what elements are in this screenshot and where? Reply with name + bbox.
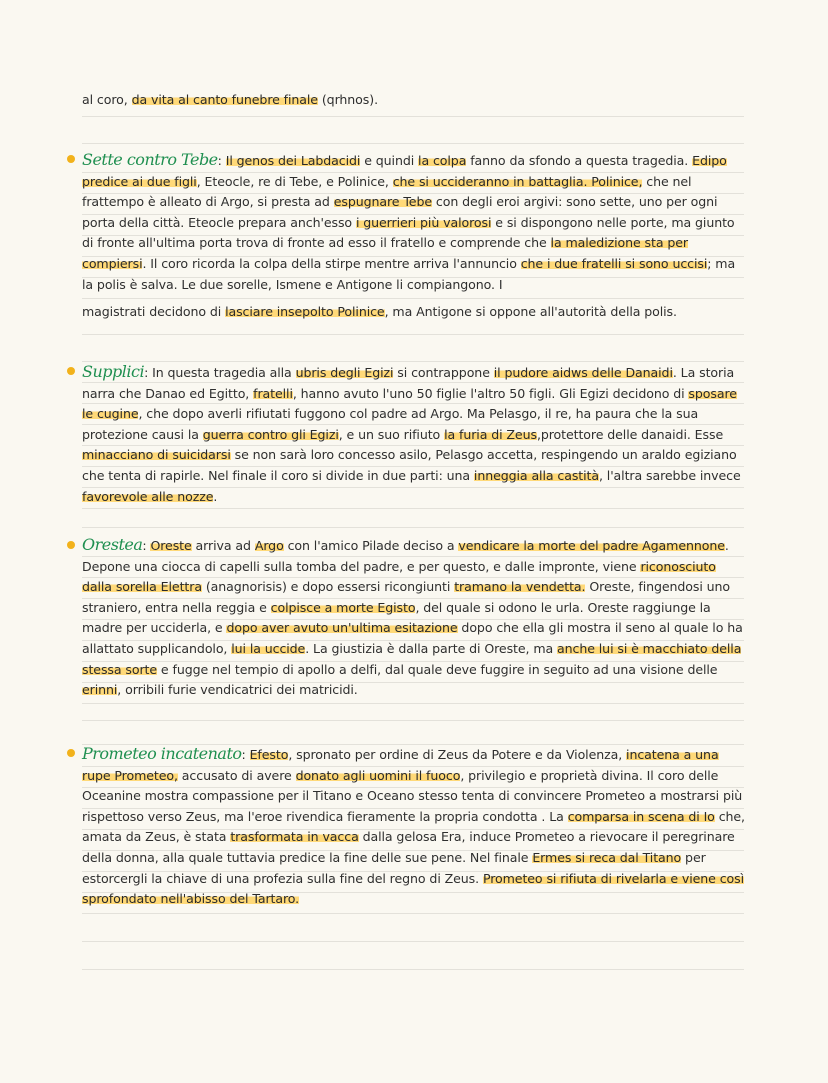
- body-text: se non sarà loro concesso asilo, Pelasgo accetta, respingendo un araldo egiziano che tenta di rapirle. Nel finale il coro si divide in due parti: una: [82, 447, 737, 483]
- body-text: , hanno avuto l'uno 50 figlie l'altro 50 figli. Gli Egizi decidono di: [292, 385, 689, 401]
- highlighted-text: espugnare Tebe: [333, 194, 432, 210]
- highlighted-text: dopo aver avuto un'ultima esitazione: [226, 620, 458, 636]
- highlighted-text: incatena a una rupe Prometeo,: [82, 747, 719, 783]
- body-text: ; ma la polis è salva. Le due sorelle, Ismene e Antigone li compiangono. I: [82, 255, 736, 292]
- body-text: accusato di avere: [177, 767, 296, 783]
- ruled-line: [82, 941, 744, 942]
- body-text: fanno da sfondo a questa tragedia.: [466, 153, 693, 168]
- body-text: con degli eroi argivi: sono sette, uno per ogni porta della città. Eteocle prepara anch'esso: [82, 194, 718, 230]
- body-text: , Eteocle, re di Tebe, e Polinice,: [196, 173, 393, 189]
- ruled-line: [82, 334, 744, 335]
- body-text: dalla gelosa Era, induce Prometeo a rievocare il peregrinare della donna, alla quale tuttavia predice la fine delle sue pene. Nel finale: [82, 829, 735, 865]
- body-text: :: [241, 747, 250, 762]
- body-text: dopo che ella gli mostra il seno al quale lo ha allattato supplicandolo,: [82, 620, 743, 656]
- body-text: , orribili furie vendicatrici dei matricidi.: [117, 682, 358, 698]
- body-text: (anagnorisis) e dopo essersi ricongiunti: [201, 579, 455, 595]
- highlighted-text: erinni: [82, 682, 118, 698]
- body-text: :: [217, 153, 226, 168]
- body-text: e si dispongono nelle porte, ma giunto di fronte all'ultima porta trova di fronte ad esso il fratello e comprende che: [82, 214, 735, 251]
- body-text: . La giustizia è dalla parte di Oreste, ma: [305, 640, 558, 656]
- highlighted-text: Ermes si reca dal Titano: [532, 849, 682, 865]
- body-text: per estorcergli la chiave di una profezia sulla fine del regno di Zeus.: [82, 849, 706, 886]
- body-text: , ma Antigone si oppone all'autorità della polis.: [384, 304, 677, 319]
- highlighted-text: tramano la vendetta.: [454, 579, 586, 595]
- highlighted-text: Edipo predice ai due figli: [82, 153, 727, 189]
- body-text: con l'amico Pilade deciso a: [283, 538, 459, 553]
- section-paragraph: [82, 150, 748, 295]
- highlighted-text: sposare le cugine: [82, 385, 737, 422]
- bullet-icon: [67, 155, 75, 163]
- body-text: , spronato per ordine di Zeus da Potere e da Violenza,: [288, 747, 627, 762]
- section-heading: Prometeo incatenato: [82, 744, 242, 763]
- highlighted-text: anche lui si è macchiato della stessa sorte: [82, 640, 742, 677]
- highlighted-text: fratelli: [253, 385, 293, 401]
- bullet-icon: [67, 367, 75, 375]
- body-text: che nel frattempo è alleato di Argo, si presta ad: [82, 173, 692, 210]
- section-heading: Orestea: [82, 535, 143, 554]
- highlighted-text: trasformata in vacca: [230, 829, 359, 845]
- body-text: al coro,: [82, 92, 132, 107]
- highlighted-text: vendicare la morte del padre Agamennone: [458, 538, 725, 553]
- body-text: (qrhnos).: [317, 92, 378, 107]
- bullet-icon: [67, 749, 75, 757]
- ruled-line: [82, 298, 744, 299]
- highlighted-text: inneggia alla castità: [473, 467, 599, 483]
- section-paragraph: [82, 362, 748, 507]
- section-paragraph-continued: [82, 302, 748, 323]
- highlighted-text: Prometeo si rifiuta di rivelarla e viene così sprofondato nell'abisso del Tartaro.: [82, 870, 745, 907]
- body-text: arriva ad: [191, 538, 255, 553]
- body-text: , l'altra sarebbe invece: [598, 467, 741, 483]
- highlighted-text: Argo: [254, 538, 284, 553]
- highlighted-text: minacciano di suicidarsi: [82, 447, 231, 463]
- body-text: , e un suo rifiuto: [338, 426, 445, 442]
- highlighted-text: colpisce a morte Egisto: [270, 599, 416, 615]
- highlighted-text: favorevole alle nozze: [82, 488, 214, 504]
- section-heading: Sette contro Tebe: [82, 150, 218, 169]
- highlighted-text: ubris degli Egizi: [295, 365, 394, 380]
- highlighted-text: che i due fratelli si sono uccisi: [520, 255, 708, 271]
- highlighted-text: la maledizione sta per compiersi: [82, 235, 688, 271]
- highlighted-text: che si uccideranno in battaglia. Polinice,: [392, 173, 643, 189]
- intro-paragraph: [82, 90, 748, 111]
- ruled-line: [82, 969, 744, 970]
- body-text: . Il coro ricorda la colpa della stirpe mentre arriva l'annuncio: [142, 255, 521, 271]
- ruled-line: [82, 508, 744, 509]
- section-heading: Supplici: [82, 362, 145, 381]
- body-text: e quindi: [360, 153, 419, 168]
- highlighted-text: da vita al canto funebre finale: [131, 92, 318, 107]
- body-text: . Depone una ciocca di capelli sulla tomba del padre, e per questo, e dalle impronte, viene: [82, 538, 729, 574]
- body-text: e fugge nel tempio di apollo a delfi, dal quale deve fuggire in seguito ad una visione delle: [157, 661, 718, 677]
- body-text: Oreste, fingendosi uno straniero, entra nella reggia e: [82, 579, 731, 615]
- highlighted-text: la furia di Zeus: [444, 426, 537, 442]
- body-text: , del quale si odono le urla. Oreste raggiunge la madre per ucciderla, e: [82, 599, 711, 636]
- body-text: ,protettore delle danaidi. Esse: [536, 426, 724, 442]
- ruled-line: [82, 143, 744, 144]
- body-text: .: [213, 488, 218, 504]
- body-text: si contrappone: [393, 365, 494, 380]
- ruled-line: [82, 703, 744, 704]
- highlighted-text: lui la uccide: [231, 640, 306, 656]
- section-paragraph: [82, 744, 748, 910]
- body-text: :: [142, 538, 151, 553]
- bullet-icon: [67, 541, 75, 549]
- highlighted-text: comparsa in scena di Io: [567, 808, 715, 824]
- highlighted-text: donato agli uomini il fuoco: [295, 767, 461, 783]
- highlighted-text: Efesto: [249, 747, 289, 762]
- ruled-line: [82, 913, 744, 914]
- highlighted-text: guerra contro gli Egizi: [202, 426, 339, 442]
- body-text: , privilegio e proprietà divina. Il coro delle Oceanine mostra compassione per il Titano e Oceano stesso tenta di convincere Prometeo a mostrarsi più rispettoso verso Zeus, ma l'eroe rivendica fieramente la propria condotta . La: [82, 767, 743, 824]
- highlighted-text: la colpa: [418, 153, 467, 168]
- body-text: . La storia narra che Danao ed Egitto,: [82, 365, 735, 401]
- ruled-line: [82, 527, 744, 528]
- body-text: che, amata da Zeus, è stata: [82, 808, 745, 845]
- body-text: :: [144, 365, 153, 380]
- highlighted-text: Il genos dei Labdacidi: [225, 153, 361, 168]
- section-paragraph: [82, 535, 748, 701]
- highlighted-text: lasciare insepolto Polinice: [225, 304, 385, 319]
- highlighted-text: riconosciuto dalla sorella Elettra: [82, 558, 716, 595]
- ruled-line: [82, 116, 744, 117]
- body-text: magistrati decidono di: [82, 304, 226, 319]
- highlighted-text: i guerrieri più valorosi: [355, 214, 492, 230]
- ruled-line: [82, 720, 744, 721]
- body-text: In questa tragedia alla: [152, 365, 296, 380]
- highlighted-text: il pudore aidws delle Danaidi: [493, 365, 673, 380]
- body-text: , che dopo averli rifiutati fuggono col padre ad Argo. Ma Pelasgo, il re, ha paura che la sua protezione causi la: [82, 406, 699, 442]
- highlighted-text: Oreste: [150, 538, 192, 553]
